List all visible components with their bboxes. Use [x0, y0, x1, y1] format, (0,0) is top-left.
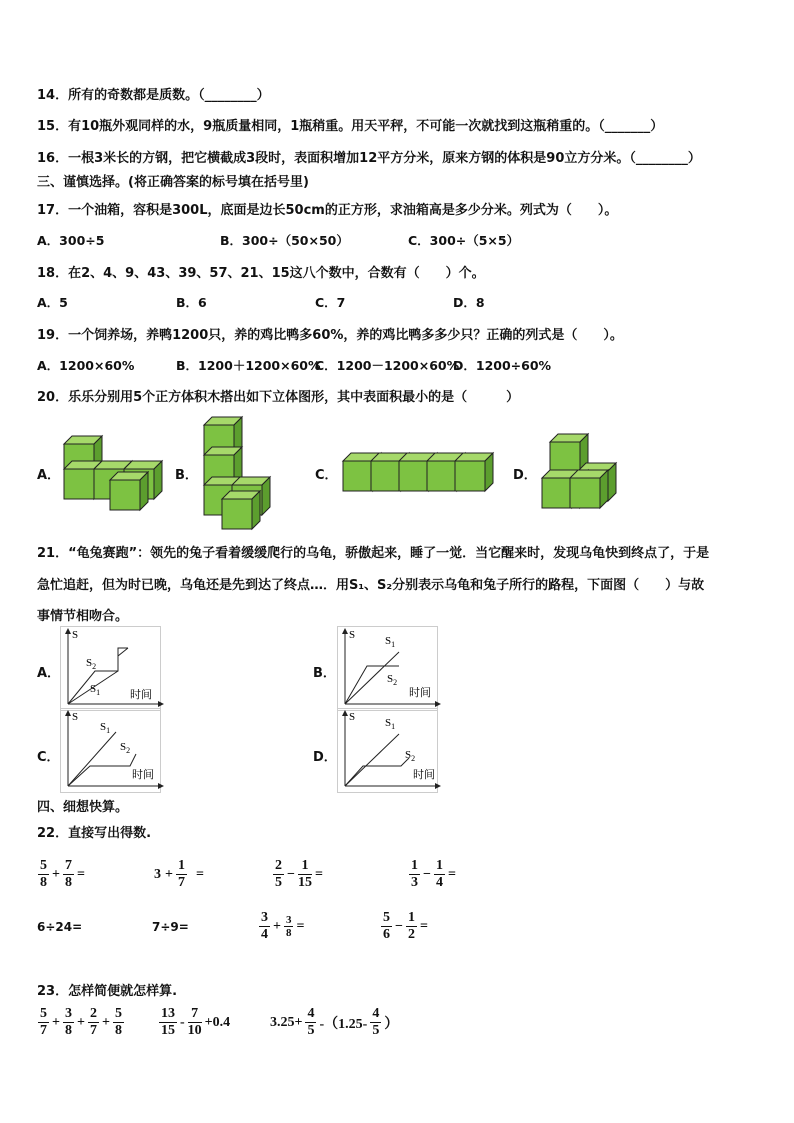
q18: 18．在2、4、9、43、39、57、21、15这八个数中，合数有（ ）个。 [37, 266, 485, 281]
figure-c [343, 453, 493, 491]
graph-a-s2: S [86, 657, 93, 669]
q20-label-a: A． [37, 468, 61, 483]
q18-option-b: B．6 [176, 295, 207, 310]
q19-option-c: C．1200－1200×60% [315, 358, 460, 373]
fraction: $\frac{2}{5}$ [275, 858, 282, 890]
q23: 23．怎样简便就怎样算. [37, 984, 178, 999]
q17: 17．一个油箱，容积是300L，底面是边长50cm的正方形，求油箱高是多少分米。列式为（ ）。 [37, 203, 618, 218]
q22-expr-7: $\frac{3}{4}$ + $\frac{3}{8}$ = [261, 910, 305, 942]
fraction: $\frac{5}{6}$ [383, 910, 390, 942]
figure-d [542, 434, 616, 508]
graph-b-s1: S [385, 635, 392, 647]
q21-label-b: B． [313, 666, 336, 681]
fraction: $\frac{1}{7}$ [177, 858, 185, 890]
graph-d-y-label: S [349, 711, 356, 723]
graph-d-s2-sub: 2 [411, 754, 416, 763]
graph-b-s1-sub: 1 [391, 640, 396, 649]
fraction: $\frac{7}{10}$ [187, 1006, 202, 1038]
fraction: $\frac{7}{8}$ [64, 858, 72, 890]
q17-option-c: C．300÷（5×5） [408, 233, 520, 248]
graph-a-s1: S [90, 683, 97, 695]
graph-b-s2-sub: 2 [393, 678, 398, 687]
graph-d [337, 708, 447, 794]
q22-expr-8: $\frac{5}{6}$ − $\frac{1}{2}$ = [383, 910, 428, 942]
q18-option-a: A．5 [37, 295, 68, 310]
q23-expr-1: $\frac{5}{7}$ + $\frac{3}{8}$ + $\frac{2}{7}$ + $\frac{5}{8}$ [40, 1006, 122, 1038]
figure-b [204, 417, 270, 529]
graph-c-x-label: 时间 [132, 769, 154, 781]
fraction: $\frac{4}{5}$ [307, 1006, 315, 1038]
graph-c-s1: S [100, 721, 107, 733]
q16: 16．一根3米长的方钢，把它横截成3段时，表面积增加12平方分米，原来方钢的体积是90立方分米。（________） [37, 151, 701, 166]
q17-option-a: A．300÷5 [37, 233, 105, 248]
graph-c [60, 708, 170, 794]
graph-d-s2: S [405, 749, 412, 761]
q22-expr-4: $\frac{1}{3}$ − $\frac{1}{4}$ = [411, 858, 456, 890]
q14: 14．所有的奇数都是质数。（________） [37, 88, 270, 103]
q22-expr-1: $\frac{5}{8}$ + $\frac{7}{8}$ = [40, 858, 85, 890]
fraction: $\frac{5}{8}$ [40, 858, 47, 890]
q22-expr-2: 3 + $\frac{1}{7}$ = [154, 858, 204, 890]
q21-line-3: 事情节相吻合。 [37, 609, 129, 624]
q22: 22．直接写出得数. [37, 826, 152, 841]
fraction: $\frac{3}{8}$ [64, 1006, 72, 1038]
svg-text:S1 [90, 683, 100, 697]
graph-b-x-label: 时间 [409, 687, 431, 699]
q19: 19．一个饲养场，养鸭1200只，养的鸡比鸭多60%，养的鸡比鸭多多少只？正确的列式是（ ）。 [37, 328, 623, 343]
graph-c-s1-sub: 1 [106, 726, 111, 735]
graph-a-s1-sub: 1 [96, 688, 101, 697]
fraction: $\frac{2}{7}$ [89, 1006, 97, 1038]
svg-text:S2 [405, 749, 415, 763]
q21-label-c: C． [37, 750, 60, 765]
fraction: $\frac{5}{7}$ [40, 1006, 47, 1038]
graph-a-y-label: S [72, 629, 79, 641]
fraction: $\frac{1}{2}$ [407, 910, 415, 942]
fraction: $\frac{3}{8}$ [285, 914, 292, 939]
q20-label-d: D． [513, 468, 537, 483]
fraction: $\frac{13}{15}$ [161, 1006, 175, 1038]
q22-expr-6: 7÷9= [152, 920, 189, 934]
q20-label-b: B． [175, 468, 198, 483]
fraction: $\frac{1}{4}$ [435, 858, 443, 890]
graph-a-x-label: 时间 [130, 689, 152, 701]
q20: 20．乐乐分别用5个正方体积木搭出如下立体图形，其中表面积最小的是（ ） [37, 390, 520, 405]
fraction: $\frac{1}{15}$ [297, 858, 312, 890]
q21-label-a: A． [37, 666, 61, 681]
q17-option-b: B．300÷（50×50） [220, 233, 349, 248]
svg-text:S2 [387, 673, 397, 687]
graph-a [60, 626, 170, 712]
svg-text:S1 [385, 717, 395, 731]
fraction: $\frac{3}{4}$ [261, 910, 268, 942]
graph-b-s2: S [387, 673, 394, 685]
svg-text:S2 [120, 741, 130, 755]
graph-b-y-label: S [349, 629, 356, 641]
section-3-title: 三、谨慎选择。(将正确答案的标号填在括号里) [37, 175, 309, 190]
graph-c-y-label: S [72, 711, 79, 723]
q19-option-b: B．1200＋1200×60% [176, 358, 321, 373]
graph-d-s1: S [385, 717, 392, 729]
q22-expr-5: 6÷24= [37, 920, 83, 934]
q23-expr-3: 3.25+ $\frac{4}{5}$ -（1.25- $\frac{4}{5}$ ） [270, 1006, 399, 1038]
fraction: $\frac{4}{5}$ [372, 1006, 380, 1038]
svg-text:S1 [100, 721, 110, 735]
q19-option-a: A．1200×60% [37, 358, 135, 373]
graph-b [337, 626, 447, 712]
graph-d-s1-sub: 1 [391, 722, 396, 731]
svg-text:S1 [385, 635, 395, 649]
q21-line-1: 21．“龟兔赛跑”：领先的兔子看着缓缓爬行的乌龟，骄傲起来，睡了一觉．当它醒来时，发现乌龟快到终点了，于是 [37, 546, 710, 561]
q21-label-d: D． [313, 750, 337, 765]
fraction: $\frac{5}{8}$ [114, 1006, 122, 1038]
q18-option-d: D．8 [453, 295, 485, 310]
section-4-title: 四、细想快算。 [37, 800, 129, 815]
graph-d-x-label: 时间 [413, 769, 435, 781]
q20-label-c: C． [315, 468, 338, 483]
q22-expr-3: $\frac{2}{5}$ − $\frac{1}{15}$ = [275, 858, 323, 890]
q23-expr-2: $\frac{13}{15}$ - $\frac{7}{10}$ +0.4 [161, 1006, 231, 1038]
q21-line-2: 急忙追赶，但为时已晚，乌龟还是先到达了终点…．用S₁、S₂分别表示乌龟和兔子所行的路程，下面图（ ）与故 [37, 578, 705, 593]
svg-text:S2 [86, 657, 96, 671]
q18-option-c: C．7 [315, 295, 346, 310]
fraction: $\frac{1}{3}$ [411, 858, 418, 890]
graph-c-s2: S [120, 741, 127, 753]
graph-c-s2-sub: 2 [126, 746, 131, 755]
q15: 15．有10瓶外观同样的水，9瓶质量相同，1瓶稍重。用天平秤，不可能一次就找到这瓶稍重的。（_______） [37, 119, 664, 134]
q19-option-d: D．1200÷60% [453, 358, 552, 373]
graph-a-s2-sub: 2 [92, 662, 97, 671]
figure-a [64, 436, 162, 510]
